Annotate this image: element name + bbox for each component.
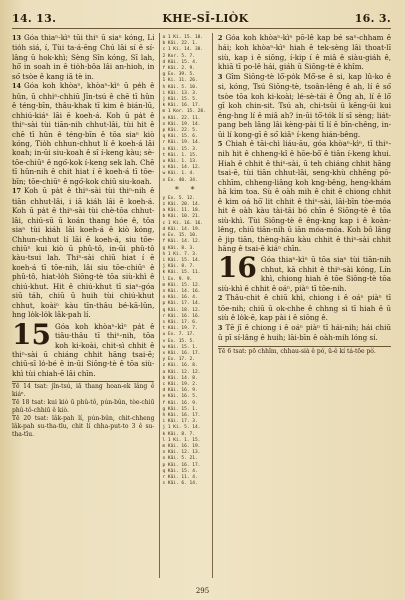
verse-number: 2 [217, 294, 223, 303]
cross-reference: h Kāi. 16. 17. [162, 412, 201, 418]
cross-reference: o Kāi. 19. 14. [162, 121, 201, 127]
cross-reference: x Kāi. 16. 17. [162, 350, 201, 356]
cross-reference: u Kāi. 1. 13. [162, 159, 198, 165]
cross-reference: s Kāi. 15. 3. [162, 146, 198, 152]
cross-reference: v Ex. 15. 5. [162, 338, 195, 344]
cross-reference: f Kāi. 14. 12. [162, 239, 201, 245]
cross-reference: f Kāi. 2. 9. [162, 66, 195, 72]
cross-reference: w Kāi. 1. 4. [162, 171, 195, 177]
chapter-number: 15 [12, 317, 51, 351]
footnote: Tē 6 tsat: pō chhîm, chhau-sià ê pò͘, ū-ê kí tá-tōe pò͘. [217, 347, 376, 355]
verse [218, 139, 391, 253]
cross-reference: d Kāi. 15. 4. [162, 59, 198, 65]
verse-number: 3 [217, 323, 223, 332]
cross-reference: b Kāi. 14. 8. [162, 375, 198, 381]
verse-text: Tē jī ê chiong i ê oáⁿ piàⁿ tī hái-nih; hái chiū ū pī sí-lâng ê huih; lāi-bīn ê oàh-mih lóng sí. [217, 322, 392, 343]
footnote: Tē 14 tsat: jîn-tsú, iā thang hoan-ek lâng ê kiáⁿ. [12, 383, 155, 399]
verse [218, 293, 391, 322]
verse [12, 33, 154, 81]
verse [218, 323, 391, 343]
cross-reference: r Kāi. 19. 14. [162, 140, 201, 146]
cross-reference: o Kāi. 5. 21. [162, 456, 198, 462]
right-column [218, 33, 391, 578]
cross-reference: t Kāi. 1. 15. [162, 152, 198, 158]
cross-reference: q Kāi. 15. 6. [162, 134, 198, 140]
left-column [12, 33, 154, 578]
verse-text: Gîm Siōng-tè lō͘-po̍k Mô͘-se ê si, kap lû-ko ê si, kóng, Tsú Siōng-tè, tsoân-lêng ê ah, lí ê só͘ tsòe tōa koh ki-koài; lé-sè-tái ê Ông ah, lí ê lō͘ gī koh chin-sit. Tsú ah, chi-tsūi ū kēng-ūi kui êng-hng lí ê miâ ah? in-ūi tō͘-tók lí sī sèng; liát-pang beh lâng lâi kèng-pài tī lí ê bīn-chêng, in-ūi lí kong-gī ê só͘ kiâⁿ í-keng hián-bêng. [217, 71, 392, 139]
header-chapter-right: 16. 3. [354, 12, 391, 25]
cross-reference: o Kāi. 16. 4. [162, 295, 198, 301]
footnote: Tē 20 tsat: lâk-pah lí, pún-bûn, chit-chheng lâk-pah su-tha-tīu, chit lí chha-put-to 3 ê su-tha-tīu. [12, 415, 155, 439]
cross-reference: j 1 Ki. 5. 14. [162, 425, 201, 431]
footnotes [12, 381, 154, 439]
cross-reference: z Kāi. 16. 8. [162, 363, 198, 369]
cross-reference: r Kāi. 11. 4. [162, 475, 198, 481]
cross-reference-column [159, 33, 212, 578]
cross-reference: h Kāi. 5. 10. [162, 84, 198, 90]
verse-text: Góa koh khòaⁿ, khòaⁿ-kìⁿ ū pe̍h ê hûn, ū chhiⁿ-chhiū Jîn-tsú ê chē tī hûn ê téng-bīn, thâu-khak tī kim ê bián-lū, chhiú-kiáⁿ lāi ē koeh-á. Koh ū pa̍t ê thiⁿ-sài tùi tiān-nih chhut-lâi, tùi hit ê chē tī hûn ê téng-bīn ê tōa siaⁿ kiò kóng, Tio̍h chhun-chhut lí ê koeh-á lâi koah; in-ūi siu-koah ê sî í-keng kàu; sè-tōe-chiūⁿ ê ngó͘-kok í-keng sek lah. Chē tī hûn-nih ê chit hiat í ē koeh-á tī tōe-bīn; tōe-chiūⁿ ê ngó͘-kok chiū siu-koah. [12, 81, 155, 186]
footnote: Tē 18 tsat: kui kiò ū phû-tô, pún-bûn, tòe-chiū phû-tô-chhiū ê kiò. [12, 399, 155, 415]
chapter-number: 16 [217, 251, 257, 285]
verse-number: 17 [12, 187, 22, 196]
verse-number: 14 [12, 82, 22, 91]
cross-reference: g Kāi. 8. 3. [162, 245, 195, 251]
chapter-16-block [217, 251, 392, 293]
cross-reference: p Kāi. 17. 14. [162, 301, 201, 307]
cross-reference: g Ex. 39. 5. [162, 72, 195, 78]
cross-reference: k Kāi. 8. 7. [162, 431, 195, 437]
cross-reference: k Kāi. 15. 11. [162, 270, 201, 276]
cross-reference: e Kāi. 16. 5. [162, 394, 198, 400]
verse-text: Góa koh khòaⁿ-kìⁿ pō-lê kap bé saⁿ-chham ê hái; koh khòaⁿ-kìⁿ hiah ê tek-sèng lâi thoat-lī siù, kap i ê siōng, í-kip í ê miâ ê siàu-giáh ê, khiā tī po-lê hái, giáh ū Siōng-tè ê khîm. [217, 33, 392, 72]
cross-reference: q Kāi. 15. 4. [162, 468, 198, 474]
cross-reference: e Ex. 15. 10. [162, 233, 198, 239]
verse-number: 13 [12, 34, 22, 42]
cross-reference: d Kāi. 14. 19. [162, 226, 201, 232]
cross-reference: t Kāi. 19. 7. [162, 326, 198, 332]
verse-text: Thâu-chit ê chiū khì, chiong i ê oáⁿ piàⁿ tī tōe-nih; chiū ū ok-chhe ê chhng sì tī hiah ê ū siù ê lo̍k-ē, kap pài i ê siōng ê. [217, 293, 392, 323]
cross-reference: b Kāi. 22. 1. [162, 41, 198, 47]
cross-reference: h 1 Ki. 7. 3. [162, 251, 198, 257]
verse [12, 81, 154, 186]
chapter-15-block [12, 317, 155, 379]
verse [218, 33, 391, 72]
cross-reference: m Kāi. 16. 19. [162, 444, 201, 449]
cross-reference: s Kāi. 6. 14. [162, 481, 198, 487]
cross-reference: u Ex. 7. 17. [162, 332, 195, 338]
page-number: 295 [195, 587, 210, 595]
cross-reference: k Kāi. 16. 17. [162, 103, 201, 109]
verse-number: 3 [217, 72, 223, 81]
cross-reference: m 1 Kor. 15. 28. [162, 109, 206, 115]
cross-reference: i Kāi. 15. 14. [162, 257, 201, 263]
cross-reference: s Kāi. 17. 6. [162, 319, 198, 325]
page-body [12, 33, 391, 578]
cross-reference: j Kāi. 15. 5. [162, 97, 198, 103]
cross-reference: w Kāi. 15. 1. [162, 344, 198, 350]
verse-number: 5 [217, 139, 223, 148]
cross-reference: v Kāi. 14. 12. [162, 165, 201, 171]
verse [12, 186, 154, 319]
header-chapter-left: 14. 13. [12, 12, 57, 25]
cross-reference: l Ex. 9. 9. [162, 276, 193, 282]
page-header [12, 12, 391, 29]
cross-reference: p Kāi. 22. 5. [162, 128, 198, 134]
cross-reference: i Kāi. 17. 3. [162, 419, 198, 425]
cross-reference: n Kāi. 14. 16. [162, 288, 201, 294]
cross-reference: q Kāi. 18. 12. [162, 307, 201, 313]
chapter-text: Góa thiaⁿ-kìⁿ ū tōa siaⁿ tùi tiān-nih chhut, kā chhit ê thiⁿ-sài kóng, Lín khì, chiong hiah ê tōe Siōng-tè tōa siù-khì ê chhit ê oáⁿ, piàⁿ tī tōe-nih. [217, 255, 392, 293]
cross-reference: c 1 Ki. 14. 38. [162, 47, 204, 53]
cross-reference: 1 Ki. 11. 26. [162, 78, 198, 84]
cross-reference: b Kāi. 10. 21. [162, 214, 201, 220]
cross-reference: c 1 Ki. 16. 16. [162, 220, 204, 226]
cross-reference: p Kāi. 16. 17. [162, 462, 201, 468]
cross-reference: y Ex. 17. 2. [162, 357, 195, 363]
chapter-text: Góa koh khòaⁿ-kìⁿ pa̍t ê tiâu-thâu tī thiⁿ-nih, tōa koh ki-koài, chit-sì chhit ê thiⁿ-sài ū chiáng chhit hāng tsai-ē; chiū-sī lo̍-bé ê in-ūi Siōng-tè ê tōa siù-khì tùi chiah-ē lâi chīn. [12, 321, 155, 378]
cross-reference: j Kāi. 8. 7. [162, 264, 195, 270]
cross-reference: y Ex. 5. 12. [162, 195, 195, 201]
cross-reference: a Kāi. 12. 12. [162, 369, 201, 375]
cross-reference: d Kāi. 16. 9. [162, 388, 198, 394]
cross-reference: z Kāi. 20. 14. [162, 202, 201, 208]
cross-reference: m Kāi. 15. 12. [162, 282, 201, 288]
cross-reference: n Kāi. 12. 13. [162, 450, 201, 456]
cross-reference: a Kāi. 11. 18. [162, 208, 201, 214]
verse-number: 2 [217, 34, 223, 42]
verse [218, 72, 391, 139]
cross-reference: r Kāi. 16. 16. [162, 313, 201, 319]
verse-text: Koh ū pa̍t ê thiⁿ-sài tùi thiⁿ-nih ê tiān chhut-lâi, i iā kiáh lâi ē koeh-á. Koh ū pa̍t ê thiⁿ-sài tùi chè-tōa chhut-lâi, chiú-sū ū koán thang hóe ê, tōa siaⁿ tùi kiáh lāi koeh-á ê kiò kóng, Chhun-chhut lí lāi ē koeh-á, siu tōe-chiūⁿ kui kiò ū phû-tô, in-ūi phû-tô kàu-tsui lah. Thiⁿ-sài chiū hiat í ē koeh-á tī tōe-nih, lâi siu tōe-chiūⁿ ê phû-tô, hiat-lo̍h Siōng-tè tōa siù-khì ê chiú-khut. Hit ê chiú-khut tī siaⁿ-góa siū táh, chiū ū huih tùi chiú-khut chhut, koàiⁿ kàu tīn-thâu bé-kā-lūn, hng lo̍k-lo̍k lâk-pah lí. [12, 186, 155, 320]
cross-reference: n Kāi. 22. 11. [162, 115, 201, 121]
cross-reference: x Ex. 40. 34. [162, 177, 198, 183]
cross-reference: f Kāi. 16. 9. [162, 400, 198, 406]
verse-text: Góa thiaⁿ-kìⁿ tūi thiⁿ ū siaⁿ kóng, Lí tio̍h siá, í, Tùi ta-á-ēng Chú lâi sí ê sí-lâng ū hok-khì; Sèng Sîn kóng, Sī lah, hō͘ in soah in ê tio̍h-bôa lâi an-hioh, in só͘ tsòe ê kang iā tè in. [12, 33, 155, 81]
cross-reference: l 1 Ki. 1. 15. [162, 437, 201, 443]
cross-reference: a 1 Ki. 15. 18. [162, 35, 204, 40]
section-divider-stars: * * [174, 184, 198, 194]
cross-reference: i Kāi. 13. 3. [162, 90, 198, 96]
cross-reference: c Kāi. 19. 2. [162, 381, 198, 387]
footnotes [218, 346, 391, 356]
cross-reference: g Kāi. 15. 1. [162, 406, 198, 412]
verse-text: Chiah ê tāi-chì liáu-āu, góa khòaⁿ-kìⁿ, tī thiⁿ-nih hit ê chheng-kî ê hōe-bō͘ ê tiān í-keng khui. Hiah ê chhit ê thiⁿ-sài, ū teh chiáng chhit hāng tsai-ē, tùi tiān chhut-lâi, seng-khù chhēng pō-chhīm, chheng-liâng koh kng-bêng, heng-khám hā kim toa. Sù ê oàh mih ê chit ê chiong chhit ê kim oá hō͘ lit chhit ê thiⁿ-sài, lāi-bīn tòe-móa hit ê oàh kàu tài-tāi bó chīn ê Siōng-tè ê tōa siù-khì. Tùi Siōng-tè ê êng-kng kap i ê koàn-lêng, chiū tiān-nih ū iān móa-móa. Koh bô lâng ē jip tiān, thèng-hāu kàu chhit ê thiⁿ-sài chhit hāng ê tsai-ē kiáⁿ chīn. [217, 138, 392, 253]
book-title: KHE-SĪ-LIÒK [162, 12, 249, 25]
cross-reference: 2 Kor. 5. 7. [162, 53, 195, 59]
